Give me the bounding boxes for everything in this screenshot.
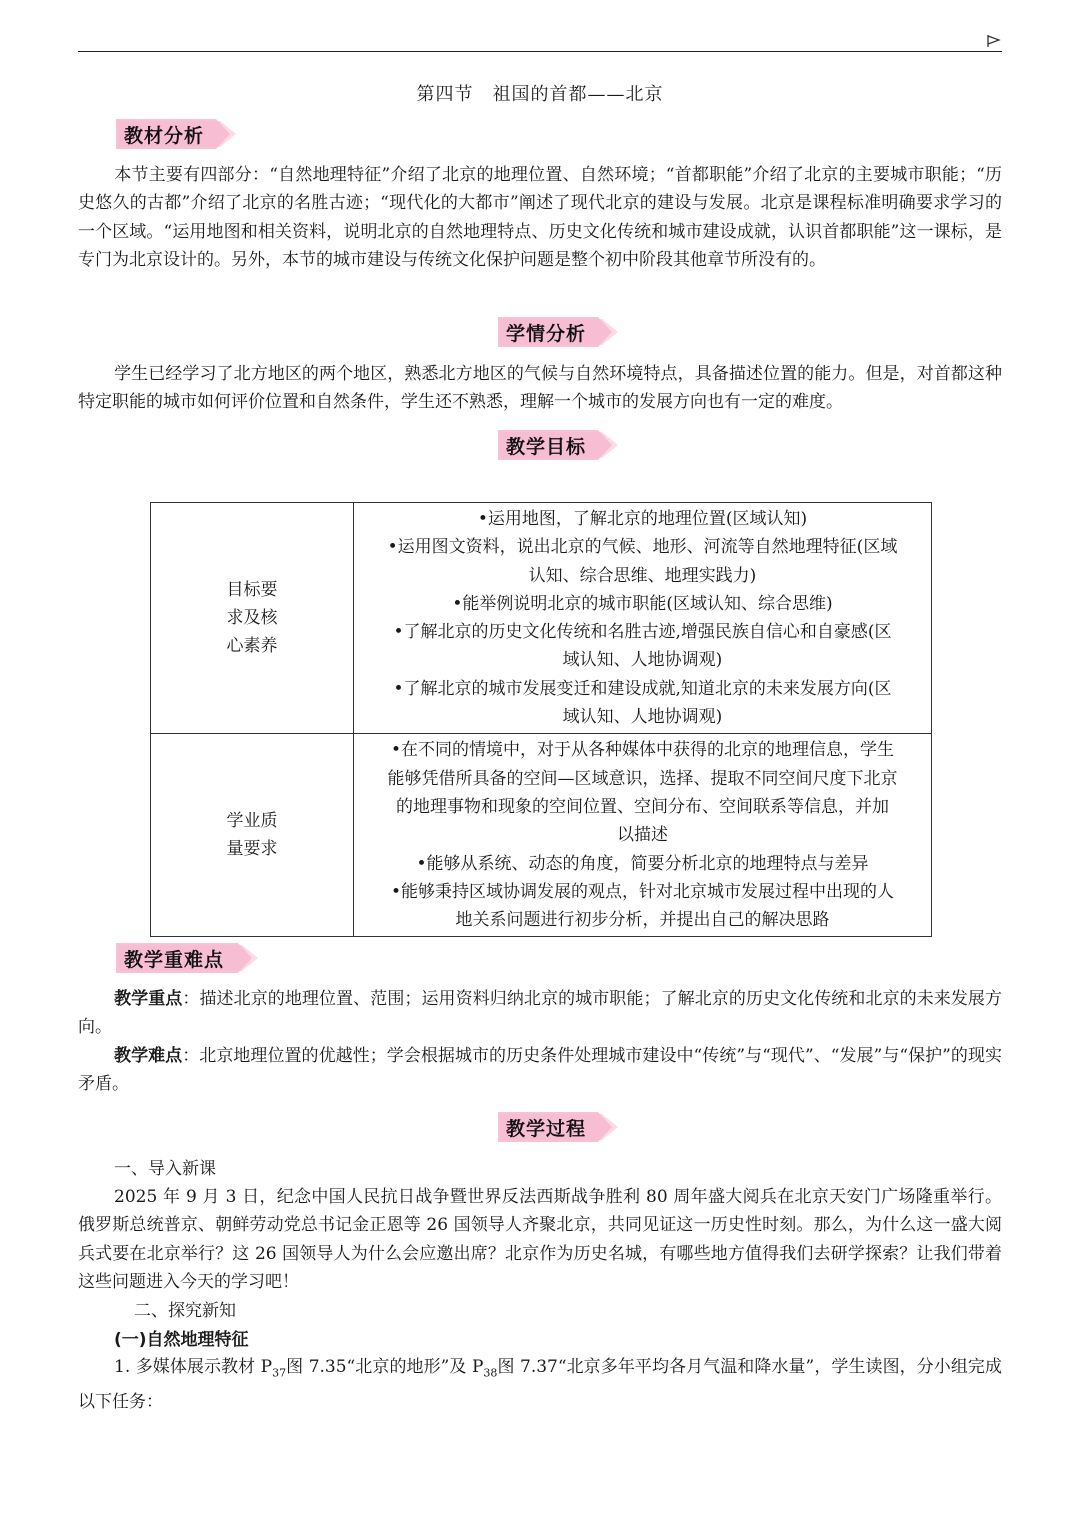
badge-teaching-goals (498, 430, 622, 460)
section-title: 第四节 祖国的首都——北京 (416, 84, 664, 105)
goal-line: 认知、综合思维、地理实践力) (528, 565, 757, 586)
goals-row-quality-body (354, 734, 932, 937)
goal-line: 以描述 (617, 825, 668, 846)
step1-title: 一、导入新课 (114, 1159, 216, 1179)
goal-line: •运用图文资料，说出北京的气候、地形、河流等自然地理特征(区域 (387, 537, 898, 558)
page-ref-38: 38 (483, 1366, 498, 1380)
goal-line: 地关系问题进行初步分析，并提出自己的解决思路 (455, 910, 830, 931)
difficult-point-label: 教学难点 (114, 1046, 183, 1066)
badge-label: 教学目标 (506, 435, 587, 458)
textbook-analysis-paragraph (78, 161, 1002, 275)
badge-label: 学情分析 (506, 322, 587, 345)
goal-line: •能够秉持区域协调发展的观点，针对北京城市发展过程中出现的人 (390, 881, 895, 902)
badge-textbook-analysis (116, 119, 240, 149)
goal-line: 域认知、人地协调观) (562, 707, 723, 728)
item1-paragraph (78, 1353, 1002, 1416)
badge-label: 教学重难点 (124, 948, 225, 971)
head-line: 求及核 (226, 608, 278, 629)
difficult-point-text: ：北京地理位置的优越性；学会根据城市的历史条件处理城市建设中“传统”与“现代”、“发展”与“保护”的现实矛盾。 (78, 1046, 1003, 1095)
goals-row-core-body (354, 503, 932, 734)
badge-key-difficult (116, 943, 262, 973)
head-line: 量要求 (226, 839, 278, 860)
head-line: 学业质 (226, 811, 278, 832)
goal-line: •了解北京的城市发展变迁和建设成就,知道北京的未来发展方向(区 (393, 678, 892, 699)
student-analysis-paragraph (78, 360, 1002, 417)
goals-row-core-head (151, 503, 354, 734)
head-line: 心素养 (226, 636, 278, 657)
goal-line: 域认知、人地协调观) (562, 650, 723, 671)
difficult-point-paragraph (78, 1042, 1002, 1099)
badge-label: 教学过程 (506, 1117, 587, 1140)
badge-student-analysis (498, 317, 622, 347)
step1-text: 2025 年 9 月 3 日，纪念中国人民抗日战争暨世界反法西斯战争胜利 80 周年盛大阅兵在北京天安门广场隆重举行。俄罗斯总统普京、朝鲜劳动党总书记金正恩等 26 国领导人齐聚北京，共同见证这一历史性时刻。那么，为什么这一盛大阅兵式要在北京举行？这 26 国领导人为什么会应邀出席？北京作为历史名城，有哪些地方值得我们去研学探索？让我们带着这些问题进入今天的学习吧！ (78, 1187, 1002, 1293)
goal-line: •了解北京的历史文化传统和名胜古迹,增强民族自信心和自豪感(区 (393, 622, 892, 643)
badge-teaching-process (498, 1112, 622, 1142)
goal-line: •运用地图，了解北京的地理位置(区域认知) (477, 509, 808, 529)
goals-table (150, 502, 932, 937)
student-analysis-text: 学生已经学习了北方地区的两个地区，熟悉北方地区的气候与自然环境特点，具备描述位置的能力。但是，对首都这种特定职能的城市如何评价位置和自然条件，学生还不熟悉，理解一个城市的发展方向也有一定的难度。 (78, 364, 1002, 413)
goal-line: 能够凭借所具备的空间—区域意识，选择、提取不同空间尺度下北京 (387, 768, 898, 789)
key-point-label: 教学重点 (114, 989, 183, 1009)
goals-row-core (151, 503, 932, 734)
item1-prefix: 1. 多媒体展示教材 P (114, 1357, 273, 1377)
key-point-paragraph (78, 985, 1002, 1042)
goal-line: 的地理事物和现象的空间位置、空间分布、空间联系等信息，并加 (396, 796, 889, 817)
textbook-analysis-text: 本节主要有四部分：“自然地理特征”介绍了北京的地理位置、自然环境；“首都职能”介绍了北京的主要城市职能；“历史悠久的古都”介绍了北京的名胜古迹；“现代化的大都市”阐述了现代北京的建设与发展。北京是课程标准明确要求学习的一个区域。“运用地图和相关资料，说明北京的自然地理特点、历史文化传统和城市建设成就，认识首都职能”这一课标，是专门为北京设计的。另外，本节的城市建设与传统文化保护问题是整个初中阶段其他章节所没有的。 (78, 165, 1002, 271)
top-rule (78, 51, 1002, 52)
goal-line: •在不同的情境中，对于从各种媒体中获得的北京的地理信息，学生 (390, 740, 895, 761)
item1-mid: 图 7.35“北京的地形”及 P (286, 1357, 484, 1377)
badge-label: 教材分析 (124, 124, 205, 147)
step1-paragraph (78, 1183, 1002, 1297)
goals-row-quality-head (151, 734, 354, 937)
flag-icon (986, 34, 1002, 48)
goal-line: •能举例说明北京的城市职能(区域认知、综合思维) (452, 593, 833, 614)
head-line: 目标要 (226, 580, 278, 601)
step2-title: 二、探究新知 (134, 1301, 236, 1321)
key-point-text: ：描述北京的地理位置、范围；运用资料归纳北京的城市职能；了解北京的历史文化传统和北京的未来发展方向。 (78, 989, 1003, 1038)
goals-row-quality (151, 734, 932, 937)
goal-line: •能够从系统、动态的角度，简要分析北京的地理特点与差异 (416, 853, 869, 874)
page-ref-37: 37 (272, 1366, 287, 1380)
item1-suffix: 图 7.37“北京多年平均各月气温和降水量”，学生读图，分小组完成以下任务： (78, 1357, 1003, 1412)
subsection-natural-geography: (一)自然地理特征 (114, 1330, 249, 1350)
